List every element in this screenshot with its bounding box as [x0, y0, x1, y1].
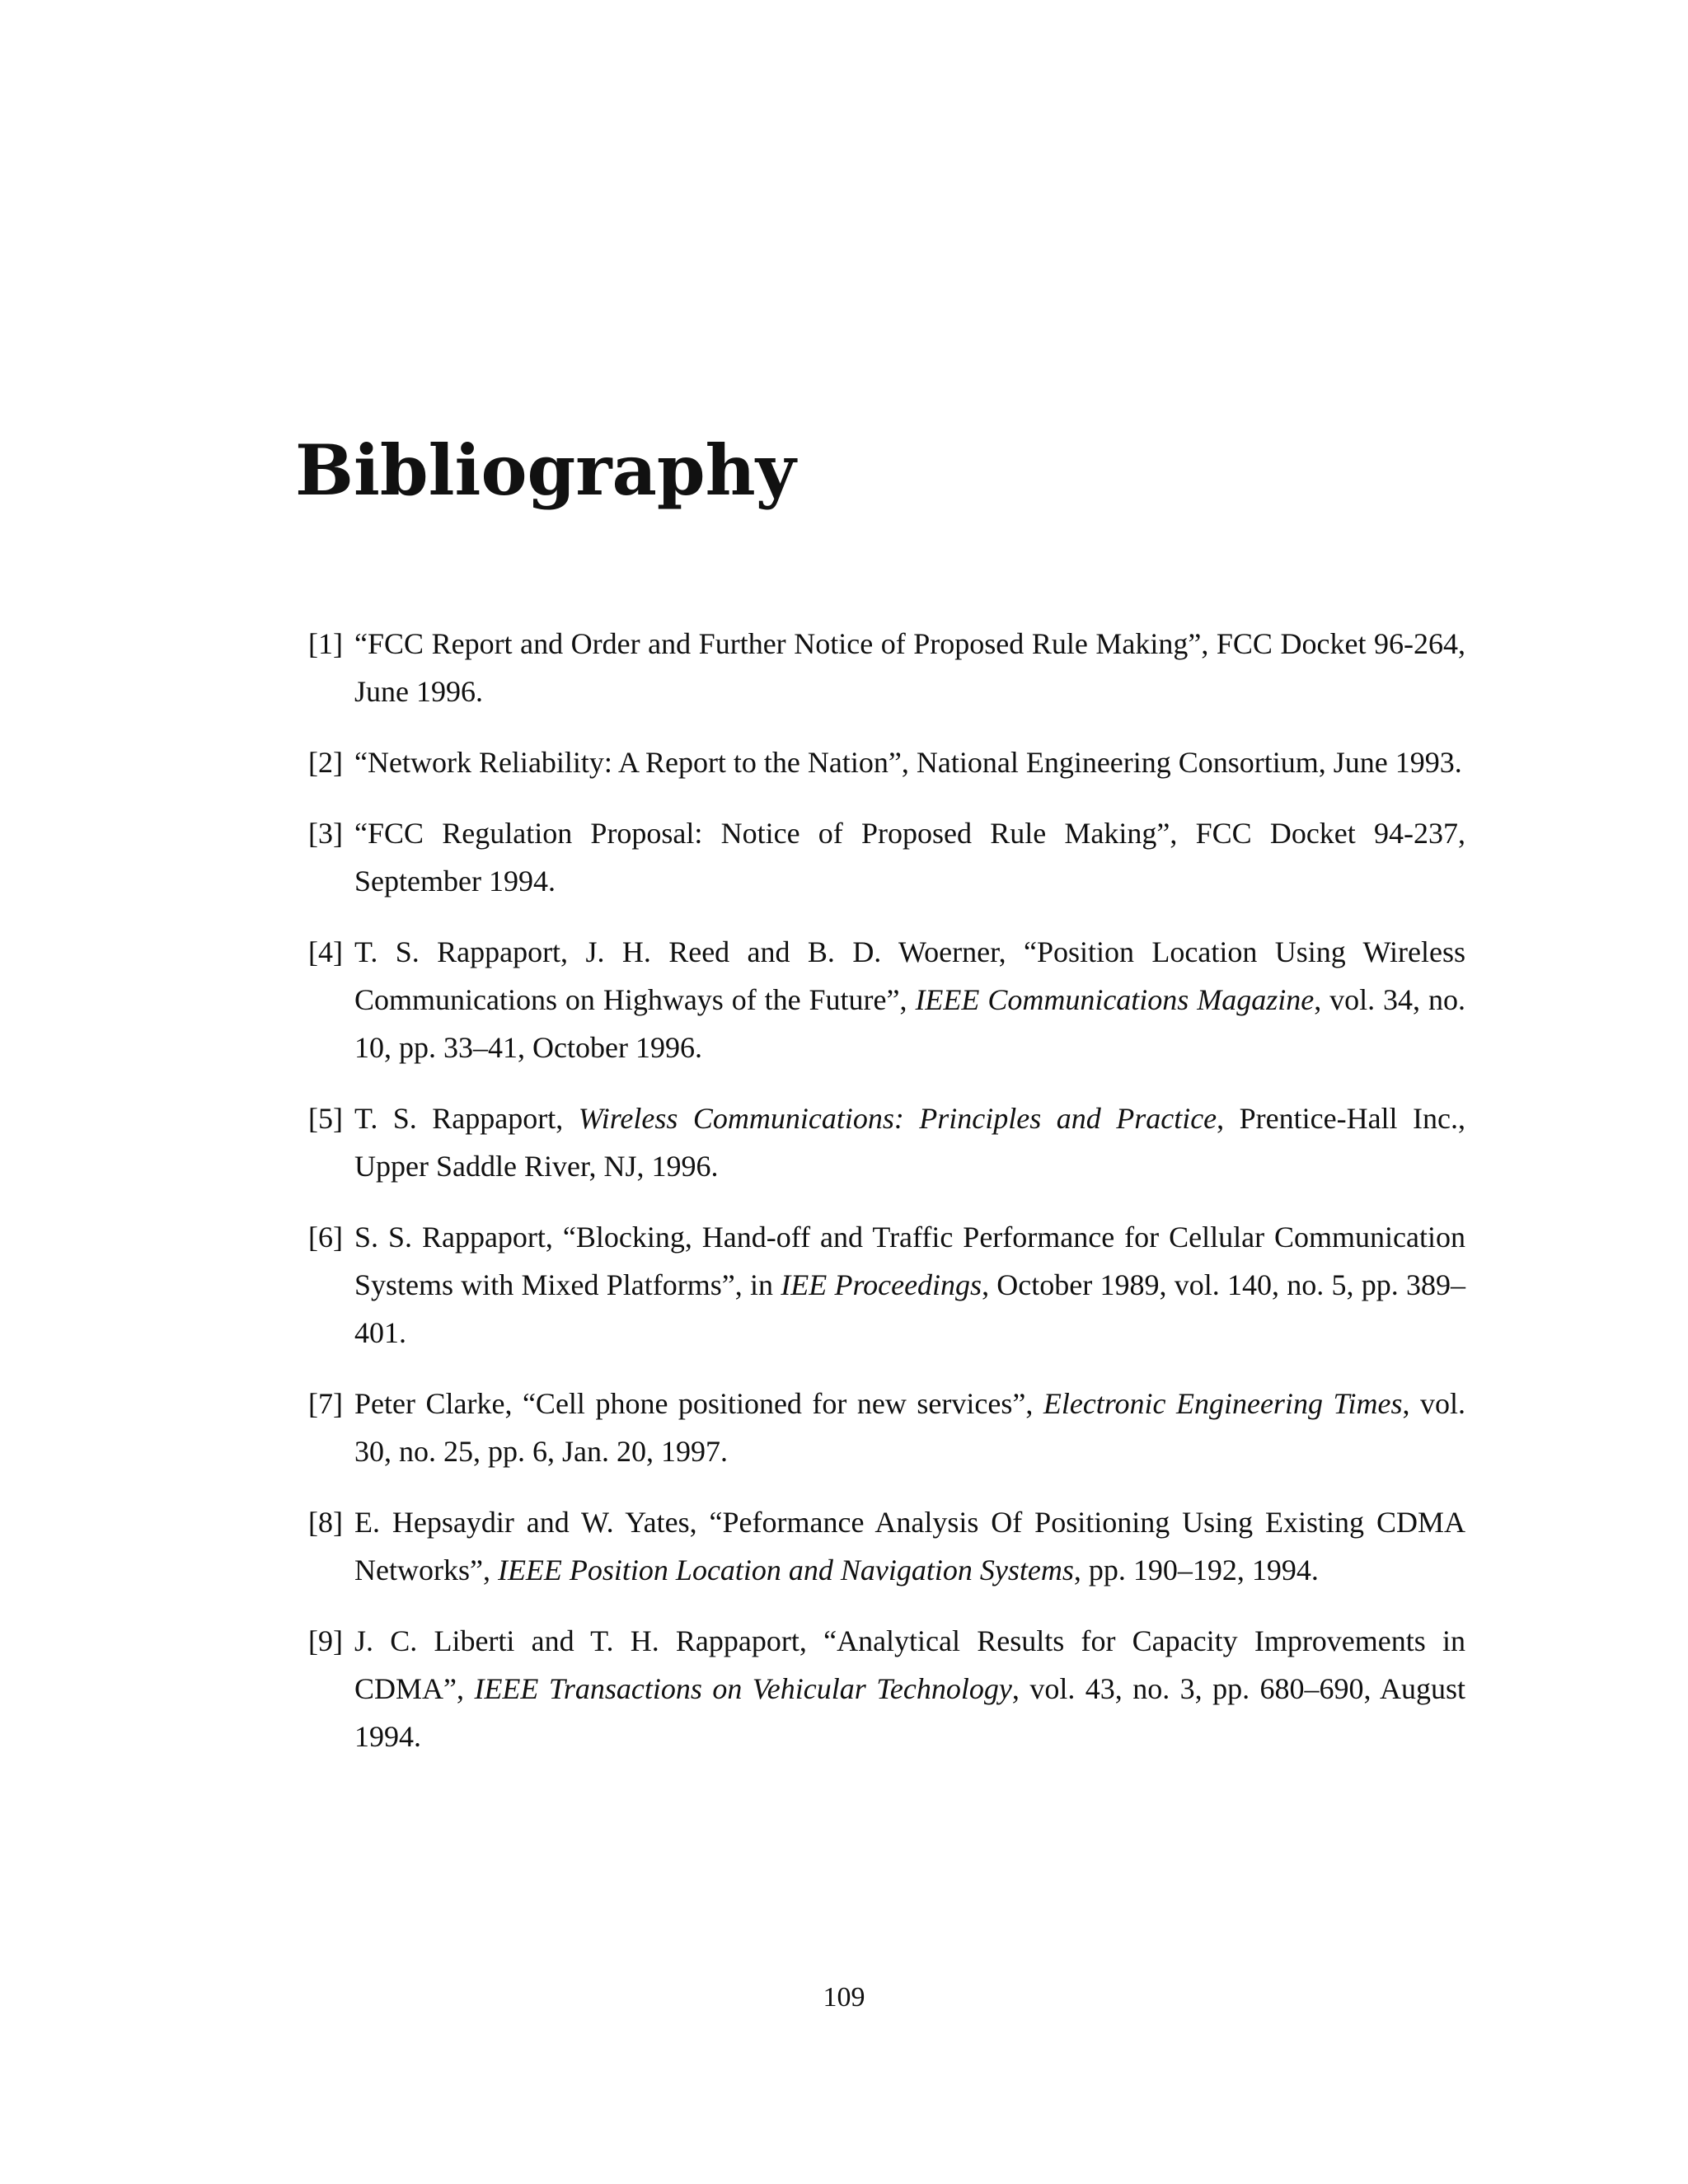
- reference-list: [295, 620, 1465, 1783]
- reference-text: “FCC Report and Order and Further Notice of Proposed Rule Making”, FCC Docket 96-264, June 1996.: [354, 627, 1465, 708]
- reference-item-3: [295, 809, 1465, 905]
- reference-italic: IEEE Transactions on Vehicular Technology: [474, 1672, 1012, 1705]
- reference-item-6: [295, 1213, 1465, 1357]
- reference-number: [4]: [308, 935, 343, 968]
- reference-text: Peter Clarke, “Cell phone positioned for new services”,: [354, 1387, 1043, 1420]
- reference-text: T. S. Rappaport, J. H. Reed and B. D. Woerner, “Position Location Using Wireless Communications on Highways of the Future”,: [354, 935, 1465, 1016]
- reference-number: [7]: [308, 1387, 343, 1420]
- reference-number: [2]: [308, 746, 343, 779]
- reference-text: S. S. Rappaport, “Blocking, Hand-off and Traffic Performance for Cellular Communication Systems with Mixed Platforms”, in: [354, 1221, 1465, 1301]
- reference-number: [3]: [308, 817, 343, 850]
- reference-number: [1]: [308, 627, 343, 660]
- reference-item-4: [295, 928, 1465, 1071]
- reference-number: [5]: [308, 1102, 343, 1135]
- reference-text: E. Hepsaydir and W. Yates, “Peformance Analysis Of Positioning Using Existing CDMA Networks”,: [354, 1506, 1465, 1586]
- reference-item-1: [295, 620, 1465, 715]
- reference-text-tail: , Prentice-Hall Inc., Upper Saddle River, NJ, 1996.: [354, 1102, 1465, 1183]
- reference-item-7: [295, 1380, 1465, 1475]
- reference-text: “FCC Regulation Proposal: Notice of Proposed Rule Making”, FCC Docket 94-237, September 1994.: [354, 817, 1465, 898]
- reference-text: “Network Reliability: A Report to the Nation”, National Engineering Consortium, June 1993.: [354, 746, 1462, 779]
- reference-item-2: [295, 738, 1465, 786]
- reference-text-tail: , vol. 30, no. 25, pp. 6, Jan. 20, 1997.: [354, 1387, 1465, 1468]
- reference-italic: IEE Proceedings: [781, 1268, 982, 1301]
- reference-text-tail: , October 1989, vol. 140, no. 5, pp. 389–401.: [354, 1268, 1465, 1349]
- reference-text: T. S. Rappaport,: [354, 1102, 579, 1135]
- reference-italic: Electronic Engineering Times: [1043, 1387, 1403, 1420]
- reference-item-8: [295, 1498, 1465, 1594]
- reference-item-5: [295, 1094, 1465, 1190]
- reference-number: [9]: [308, 1624, 343, 1657]
- reference-italic: IEEE Position Location and Navigation Systems: [497, 1554, 1074, 1586]
- reference-text-tail: , pp. 190–192, 1994.: [1073, 1554, 1319, 1586]
- reference-text-tail: , vol. 43, no. 3, pp. 680–690, August 1994.: [354, 1672, 1466, 1753]
- page-title: Bibliography: [295, 429, 796, 511]
- reference-number: [8]: [308, 1506, 343, 1539]
- reference-item-9: [295, 1617, 1465, 1760]
- reference-number: [6]: [308, 1221, 343, 1254]
- reference-italic: Wireless Communications: Principles and Practice: [578, 1102, 1217, 1135]
- reference-italic: IEEE Communications Magazine: [915, 983, 1315, 1016]
- page-number: 109: [823, 1982, 865, 2013]
- reference-text-tail: , vol. 34, no. 10, pp. 33–41, October 1996.: [354, 983, 1465, 1064]
- reference-text: J. C. Liberti and T. H. Rappaport, “Analytical Results for Capacity Improvements in CDMA”,: [354, 1624, 1465, 1705]
